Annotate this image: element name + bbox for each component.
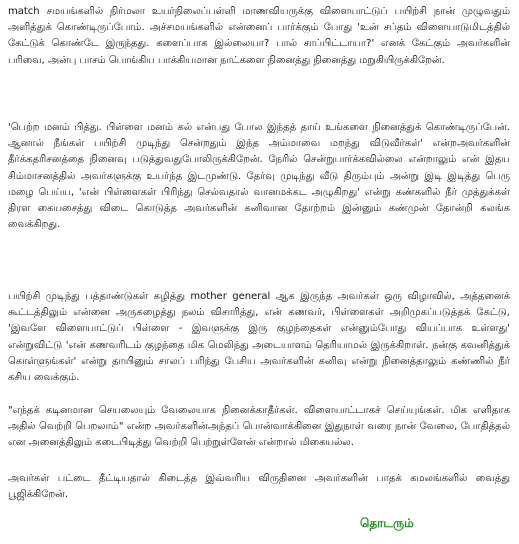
paragraph-4: "எந்தக் கடினமான செயலையும் வேலையாக நினைக்காதீர்கள். விளையாட்டாகச் செய்யுங்கள். மிக எளிதாக அதில் வெற்றி பெறலாம்" என்ற அவர்களின்அந்தப் பொன்வாக்கினை இதுநாள் வரை நான் வேலை, போதித்தல் என அனைத்திலும் கடைபிடித்து வெற்றி பெற்றுள்ளேன் என்றால் மிகையல்ல. <box>8 405 510 449</box>
paragraph-2: 'பெற்ற மனம் பித்து. பிள்ளை மனம் கல் என்பது போல இந்தத் தாய் உங்களை நினைத்துக் கொண்டிருப்பேன். ஆனால் நீங்கள் பயிற்சி முடிந்து சென்றதும் இந்த அம்மாவை மறந்து விடுவீர்கள்' என்றஅவர்களின் தீர்க்கதரிசனத்தை நினைவு படுத்துவதுபோலிருக்கிறேன். நேரில் சென்றுபார்க்கவில்லை என்றாலும் என் இதய சிம்மாசனத்தில் அவர்களுக்கு உயர்ந்த இடமுண்டு. தேர்வு முடிந்து வீடு திரும்பும் அன்று இடி இடித்து பெரு மழை பெய்ய, 'என் பிள்ளைகள் பிரிந்து செல்வதால் வானமக்கட அழுகிறது' என்று கண்களில் நீர் முத்துக்கள் திரள கையசைத்து விடை கொடுத்த அவர்களின் கனிவான தோற்றம் இன்னும் கண்முன் தோன்றி கலங்க வைக்கிறது. <box>8 122 510 231</box>
paragraph-3: பயிற்சி முடிந்து பத்தாண்டுகள் கழித்து mother general ஆக இருந்த அவர்கள் ஒரு விழாவில், அத்தனைக் கூட்டத்திலும் என்னை அருகழைத்து நலம் விசாரித்து, என் கணவர், பிள்ளைகள் அறிமுகப்படுத்தக் கேட்டு, 'இவளே விளையாட்டுப் பிள்ளை - இவளுக்கு இரு குழந்தைகள் என்னும்போது வியப்பாக உள்ளது' என்றுவிட்டு 'என் கணவரிடம் குழந்தை மிக மெலிந்து அடையாளம் தெரியாமல் இருக்கிறாள். நன்கு கவனித்துக் கொள்ளுங்கள்' என்று தாயினும் சாலப் பரிந்து பேசிய அவர்களின் கனிவு என்று நினைத்தாலும் கண்ணில் நீர் கசிய வைக்கும். <box>8 291 510 384</box>
paragraph-5: அவர்கள் பட்டை தீட்டியதால் கிடைத்த இவ்வரிய விருதினை அவர்களின் பாதக் கமலங்களில் வைத்து பூஜிக்கிறேன். <box>8 473 510 501</box>
paragraph-1: match சமயங்களில் நிர்மலா உயர்நிலைப்பள்ளி மாணவியருக்கு விளையாட்டுப் பயிற்சி நான் முழுவதும் அளித்துக் கொண்டிருப்போம். அச்சமயங்களில் என்னைப் பார்க்கும் போது 'உன் சப்தம் விளையாடுமிடத்தில் கேட்டுக் கொண்டே இருந்தது. களைப்பாக இல்லையா? பால் சாப்பிட்டாயா?' எனக் கேட்கும் அவர்களின் பரிவை, அன்பு பாசம் பொங்கிய பாக்கியமான நாட்களை நினைத்து நினைத்து மறுகியிருக்கிறேன். <box>8 6 510 66</box>
continue-link[interactable]: தொடரும் <box>360 516 414 530</box>
